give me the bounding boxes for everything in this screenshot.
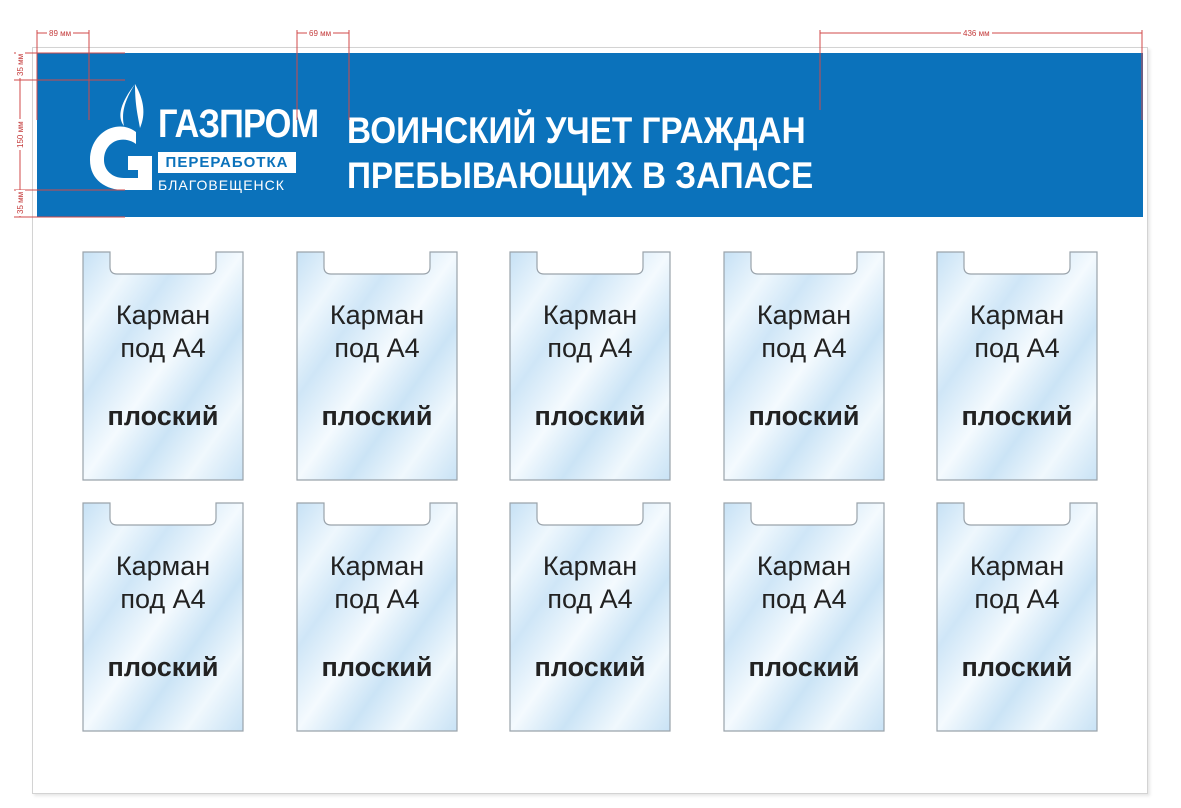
- pocket-shape: [509, 251, 671, 481]
- pocket-title-line-1: Карман: [115, 551, 211, 581]
- pocket-title-line-1: Карман: [542, 300, 638, 330]
- pocket-title: [936, 550, 1098, 616]
- pocket-title-line-1: Карман: [969, 300, 1065, 330]
- a4-pocket-10: [936, 502, 1098, 732]
- pocket-title: [296, 550, 458, 616]
- pocket-title-line-2: под А4: [761, 333, 847, 363]
- pocket-title-line-2: под А4: [547, 584, 633, 614]
- logo-division: ПЕРЕРАБОТКА: [158, 152, 296, 173]
- dim-logo-width: 69 мм: [309, 29, 332, 38]
- pocket-title-line-1: Карман: [329, 300, 425, 330]
- logo-city: БЛАГОВЕЩЕНСК: [158, 177, 285, 193]
- pocket-shape: [509, 502, 671, 732]
- pocket-type: плоский: [321, 652, 433, 682]
- pocket-shape: [82, 502, 244, 732]
- pocket-title-line-2: под А4: [120, 333, 206, 363]
- a4-pocket-2: [296, 251, 458, 481]
- pocket-type: плоский: [107, 401, 219, 431]
- pocket-type: плоский: [107, 652, 219, 682]
- pocket-type: плоский: [961, 652, 1073, 682]
- pocket-title-line-2: под А4: [334, 333, 420, 363]
- pocket-title-line-1: Карман: [542, 551, 638, 581]
- pocket-title: [82, 550, 244, 616]
- pocket-type: плоский: [321, 401, 433, 431]
- dim-logo-height: 150 мм: [16, 121, 25, 148]
- title-line-2: ПРЕБЫВАЮЩИХ В ЗАПАСЕ: [347, 155, 814, 196]
- pocket-title: [296, 299, 458, 365]
- pocket-shape: [723, 251, 885, 481]
- pocket-type: плоский: [748, 401, 860, 431]
- pocket-title-line-2: под А4: [974, 333, 1060, 363]
- dim-title-width: 436 мм: [963, 29, 990, 38]
- pocket-title-line-1: Карман: [969, 551, 1065, 581]
- a4-pocket-6: [82, 502, 244, 732]
- pocket-shape: [936, 251, 1098, 481]
- dim-logo-offset: 89 мм: [49, 29, 72, 38]
- a4-pocket-5: [936, 251, 1098, 481]
- pocket-type: плоский: [961, 401, 1073, 431]
- pocket-title-line-2: под А4: [761, 584, 847, 614]
- pocket-shape: [936, 502, 1098, 732]
- a4-pocket-1: [82, 251, 244, 481]
- pocket-title-line-1: Карман: [329, 551, 425, 581]
- pocket-title: [723, 550, 885, 616]
- pocket-shape: [723, 502, 885, 732]
- pocket-title-line-1: Карман: [756, 551, 852, 581]
- pocket-shape: [296, 502, 458, 732]
- pocket-title-line-1: Карман: [115, 300, 211, 330]
- pocket-title-line-2: под А4: [974, 584, 1060, 614]
- pocket-title-line-2: под А4: [547, 333, 633, 363]
- pocket-type: плоский: [534, 401, 646, 431]
- logo-brand: ГАЗПРОМ: [158, 102, 319, 146]
- pocket-title: [936, 299, 1098, 365]
- pocket-title: [509, 299, 671, 365]
- a4-pocket-9: [723, 502, 885, 732]
- pocket-shape: [82, 251, 244, 481]
- dim-bottom-margin: 35 мм: [16, 191, 25, 214]
- a4-pocket-8: [509, 502, 671, 732]
- pocket-title: [723, 299, 885, 365]
- pocket-title: [509, 550, 671, 616]
- pocket-title: [82, 299, 244, 365]
- a4-pocket-4: [723, 251, 885, 481]
- a4-pocket-7: [296, 502, 458, 732]
- pocket-title-line-2: под А4: [120, 584, 206, 614]
- pocket-shape: [296, 251, 458, 481]
- title-line-1: ВОИНСКИЙ УЧЕТ ГРАЖДАН: [347, 110, 806, 151]
- pocket-type: плоский: [748, 652, 860, 682]
- pocket-type: плоский: [534, 652, 646, 682]
- a4-pocket-3: [509, 251, 671, 481]
- pocket-title-line-2: под А4: [334, 584, 420, 614]
- pocket-title-line-1: Карман: [756, 300, 852, 330]
- dim-top-margin: 35 мм: [16, 53, 25, 76]
